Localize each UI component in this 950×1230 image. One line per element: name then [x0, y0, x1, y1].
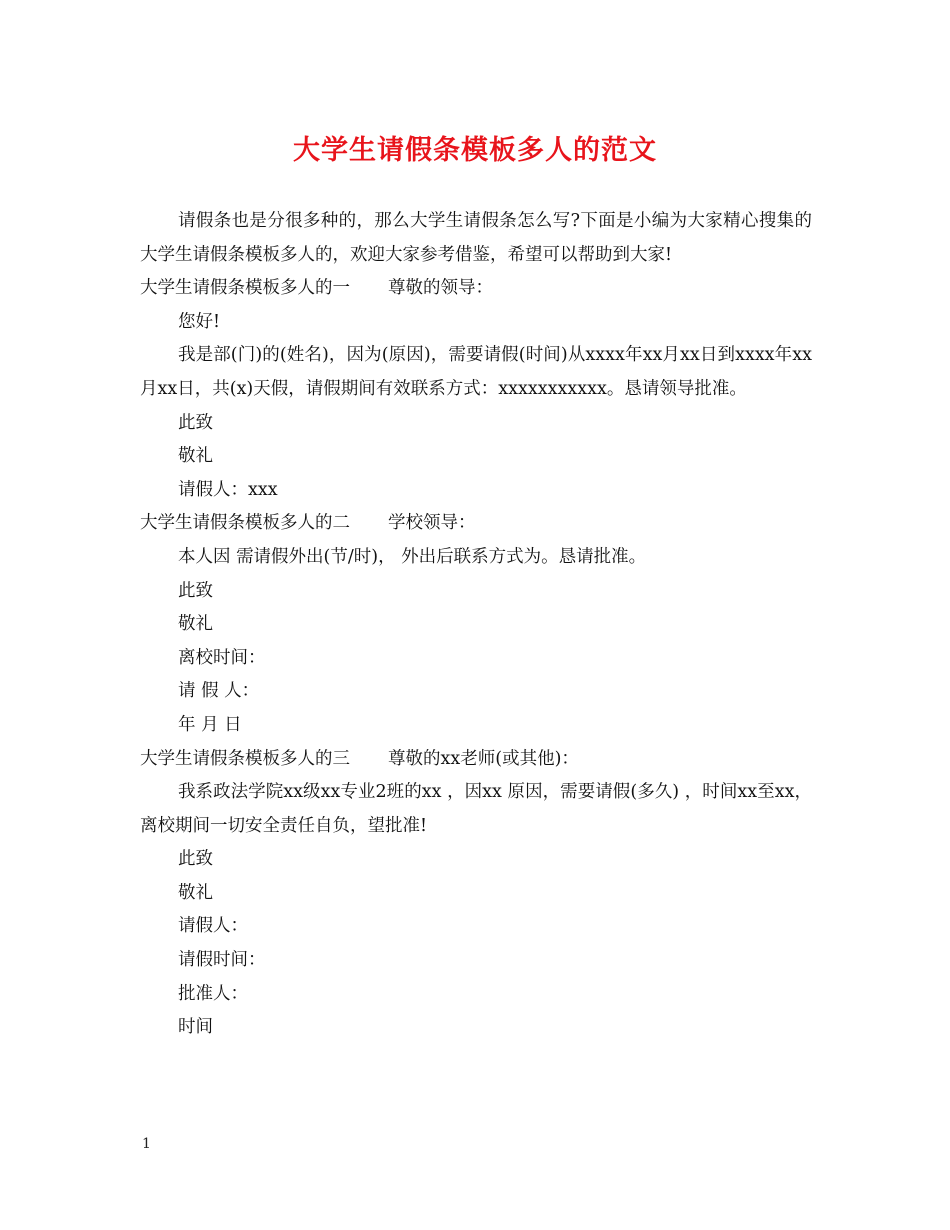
- section-3-leave-time: 请假时间：: [178, 950, 266, 971]
- section-2-leave-time: 离校时间：: [178, 647, 266, 668]
- section-3-closing-2: 敬礼: [178, 882, 213, 903]
- section-3-time: 时间: [178, 1017, 213, 1038]
- section-3-body: 我系政法学院xx级xx专业2班的xx ，因xx 原因，需要请假(多久) ，时间xx至xx，离校期间一切安全责任自负，望批准!: [140, 782, 812, 836]
- section-2-body: 本人因 需请假外出(节/时)， 外出后联系方式为。恳请批准。: [178, 546, 647, 567]
- section-3-signer: 请假人：: [178, 916, 248, 937]
- section-2-header: [140, 507, 812, 541]
- section-2-date: 年 月 日: [178, 714, 242, 735]
- section-3-salutation: 尊敬的xx老师(或其他)：: [388, 748, 579, 769]
- section-3-closing-1: 此致: [178, 849, 213, 870]
- section-3-approver: 批准人：: [178, 983, 248, 1004]
- document-title: 大学生请假条模板多人的范文: [293, 135, 657, 166]
- section-1-closing-1: 此致: [178, 412, 213, 433]
- section-1-signer: 请假人：xxx: [178, 479, 278, 500]
- section-1-heading: 大学生请假条模板多人的一: [140, 278, 350, 299]
- document-body: [140, 205, 812, 1045]
- page-number: 1: [142, 1136, 151, 1152]
- section-1-body: 我是部(门)的(姓名)，因为(原因)，需要请假(时间)从xxxx年xx月xx日到xxxx年xx月xx日，共(x)天假，请假期间有效联系方式：xxxxxxxxxxx。恳请领导批准。: [140, 345, 812, 399]
- section-3-heading: 大学生请假条模板多人的三: [140, 748, 350, 769]
- section-2-signer: 请 假 人：: [178, 681, 260, 702]
- section-2-closing-1: 此致: [178, 580, 213, 601]
- section-1-closing-2: 敬礼: [178, 446, 213, 467]
- section-1-header: [140, 272, 812, 306]
- section-1-salutation: 尊敬的领导：: [388, 278, 493, 299]
- section-2-heading: 大学生请假条模板多人的二: [140, 513, 350, 534]
- section-1-greeting: 您好!: [178, 311, 221, 332]
- section-3-header: [140, 743, 812, 777]
- section-2-closing-2: 敬礼: [178, 614, 213, 635]
- section-2-salutation: 学校领导：: [388, 513, 476, 534]
- intro-paragraph: 请假条也是分很多种的，那么大学生请假条怎么写?下面是小编为大家精心搜集的大学生请假条模板多人的，欢迎大家参考借鉴，希望可以帮助到大家!: [140, 211, 812, 265]
